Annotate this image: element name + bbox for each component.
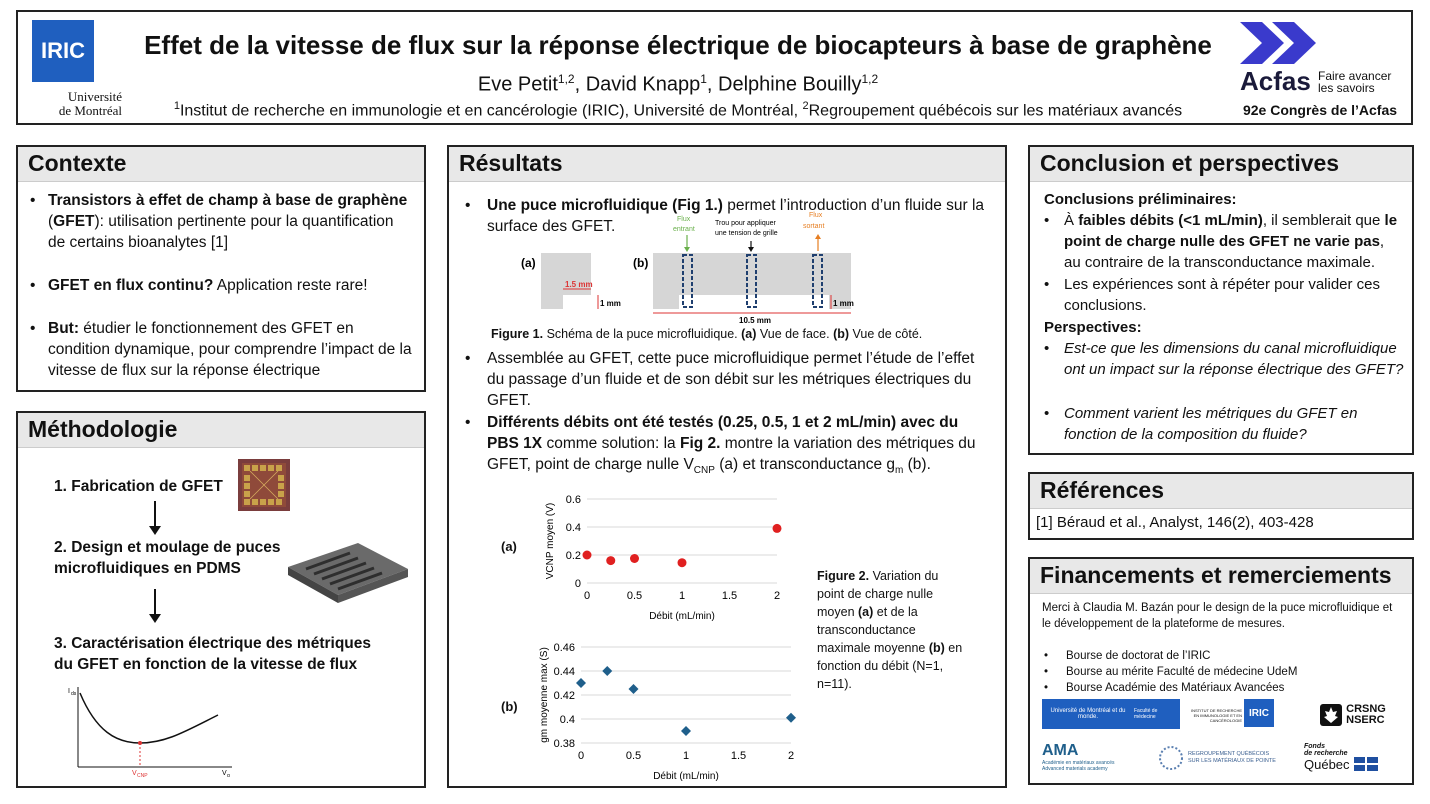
vcnp-xtick: 0 bbox=[583, 590, 591, 602]
vcnp-point bbox=[678, 558, 687, 567]
figure-2-caption bbox=[817, 567, 967, 693]
perspective-bullet-1: • Est-ce que les dimensions du canal microfluidique ont un impact sur la réponse électrique des GFET? bbox=[1044, 340, 1404, 378]
gm-point bbox=[681, 726, 691, 736]
contexte-list bbox=[18, 182, 424, 381]
author-3-sup: 1,2 bbox=[861, 72, 879, 86]
contexte-section bbox=[16, 145, 426, 392]
perspective-2: Comment varient les métriques du GFET en fonction de la composition du fluide? bbox=[1064, 405, 1358, 443]
gfet-chip-image bbox=[238, 459, 290, 511]
fig1-cap-1: Schéma de la puce microfluidique. bbox=[543, 327, 742, 341]
funding-item-2-label: Bourse au mérite Faculté de médecine UdeM bbox=[1066, 666, 1298, 678]
acfas-chevron-icon bbox=[1240, 22, 1320, 64]
congres-label: 92e Congrès de l’Acfas bbox=[1242, 102, 1398, 118]
vcnp-point bbox=[630, 554, 639, 563]
gm-point bbox=[786, 713, 796, 723]
gm-xtick: 1 bbox=[682, 750, 690, 762]
udem-funding-logo: Université de Montréal et du monde. bbox=[1042, 699, 1134, 729]
curve-xlabel-sub: g bbox=[227, 773, 230, 777]
acfas-tagline bbox=[1318, 70, 1391, 94]
funding-item-2: • Bourse au mérite Faculté de médecine UdeM bbox=[1044, 666, 1298, 678]
resultats-p3-d: (b). bbox=[903, 456, 931, 473]
method-step-3a: 3. Caractérisation électrique des métriques bbox=[54, 635, 372, 652]
resultats-section bbox=[447, 145, 1007, 788]
figure-1-schema bbox=[519, 209, 859, 327]
method-step-2a: 2. Design et moulage de puces bbox=[54, 539, 281, 556]
contexte-b3-rest: étudier le fonctionnement des GFET en condition dynamique, pour comprendre l’impact de la vitesse de flux sur la réponse électrique bbox=[48, 320, 412, 379]
perspective-1: Est-ce que les dimensions du canal microfluidique ont un impact sur la réponse électrique des GFET? bbox=[1064, 340, 1404, 378]
author-2-sup: 1 bbox=[700, 72, 707, 86]
conclusion-c1-a: À bbox=[1064, 212, 1079, 229]
contexte-b2-rest: Application reste rare! bbox=[213, 277, 368, 294]
chart-vcnp bbox=[529, 489, 799, 629]
methodologie-section bbox=[16, 411, 426, 788]
author-1-sup: 1,2 bbox=[557, 72, 575, 86]
affiliations bbox=[133, 100, 1223, 120]
contexte-b1-gfet: GFET bbox=[53, 213, 95, 230]
udem-logo bbox=[28, 90, 122, 118]
vcnp-ylabel: VCNP moyen (V) bbox=[545, 502, 556, 580]
contexte-title: Contexte bbox=[18, 147, 424, 182]
gm-ytick: 0.44 bbox=[553, 666, 575, 678]
quebec-flag-icon bbox=[1354, 757, 1378, 771]
frq-text-2: de recherche bbox=[1304, 749, 1348, 757]
vcnp-xtick: 2 bbox=[773, 590, 781, 602]
fig1-flux-out-2: sortant bbox=[803, 223, 825, 230]
chart-b-label: (b) bbox=[501, 699, 518, 714]
resultats-p1-rest: permet l’introduction d’un fluide sur la surface des GFET. bbox=[487, 197, 985, 235]
conclusion-title: Conclusion et perspectives bbox=[1030, 147, 1412, 182]
gm-ytick: 0.38 bbox=[553, 738, 575, 750]
author-1: Eve Petit bbox=[477, 73, 558, 96]
resultats-bullet-1: • Une puce microfluidique (Fig 1.) permet l’introduction d’un fluide sur la surface des GFET. bbox=[465, 197, 985, 235]
fig1-dim-1a: 1 mm bbox=[600, 299, 621, 308]
gm-point bbox=[602, 666, 612, 676]
curve-vcnp: V bbox=[132, 770, 137, 777]
rqmp-text-1: REGROUPEMENT QUÉBÉCOIS bbox=[1188, 751, 1270, 757]
conclusion-h2: Perspectives: bbox=[1044, 319, 1142, 336]
rqmp-logo bbox=[1158, 745, 1298, 771]
conclusion-c1-c: , au contraire de la transconductance maximale. bbox=[1064, 233, 1385, 271]
fig2-cap-2: et de la transconductance maximale moyenne bbox=[817, 605, 929, 655]
transfer-curve-image bbox=[66, 681, 236, 777]
methodologie-title: Méthodologie bbox=[18, 413, 424, 448]
contexte-b2-bold: GFET en flux continu? bbox=[48, 277, 214, 294]
fig1-cap-a: (a) bbox=[741, 327, 757, 341]
acfas-tag-2: les savoirs bbox=[1318, 81, 1375, 95]
poster-title: Effet de la vitesse de flux sur la réponse électrique de biocapteurs à base de graphène bbox=[144, 30, 1212, 60]
conclusion-c1-b: , il semblerait que bbox=[1262, 212, 1385, 229]
fig1-flux-in-2: entrant bbox=[673, 226, 695, 233]
resultats-p3-b: montre la variation des métriques du GFET, point de charge nulle V bbox=[487, 435, 976, 473]
fig1-cap-2: Vue de face. bbox=[756, 327, 834, 341]
pdms-chip-image bbox=[288, 543, 408, 605]
vcnp-xlabel: Débit (mL/min) bbox=[649, 611, 715, 622]
udem-line1: Université bbox=[67, 89, 122, 104]
contexte-b1-rest: ): utilisation pertinente pour la quantification de certains bioanalytes [1] bbox=[48, 213, 394, 251]
affil-sup-2: 2 bbox=[802, 100, 809, 112]
financements-title: Financements et remerciements bbox=[1030, 559, 1412, 594]
method-step-1: 1. Fabrication de GFET bbox=[54, 478, 223, 495]
funding-item-1-label: Bourse de doctorat de l’IRIC bbox=[1066, 650, 1211, 662]
contexte-b1-bold: Transistors à effet de champ à base de graphène bbox=[48, 192, 408, 209]
vcnp-xtick: 1 bbox=[678, 590, 686, 602]
crsng-text: CRSNG bbox=[1346, 703, 1386, 715]
resultats-bullet-2: • Assemblée au GFET, cette puce microfluidique permet l’étude de l’effet du passage d’un fluide et de son débit sur les métriques électriques du GFET. bbox=[465, 348, 985, 411]
faculte-medecine-logo: Faculté de médecine bbox=[1134, 699, 1180, 729]
udem-line2: de Montréal bbox=[58, 103, 122, 118]
conclusion-bullet-2: • Les expériences sont à répéter pour valider ces conclusions. bbox=[1044, 274, 1404, 316]
acfas-wordmark: Acfas bbox=[1240, 66, 1311, 96]
vcnp-xtick: 1.5 bbox=[721, 590, 738, 602]
rqmp-text-2: SUR LES MATÉRIAUX DE POINTE bbox=[1188, 758, 1276, 764]
poster-header bbox=[16, 10, 1413, 125]
iric-funding-logo: IRIC bbox=[1244, 699, 1274, 727]
contexte-b1-paren: ( bbox=[48, 213, 54, 230]
fig1-cap-3: Vue de côté. bbox=[849, 327, 923, 341]
chart-gm bbox=[529, 637, 809, 783]
step-arrow-1 bbox=[154, 501, 156, 529]
iric-logo: IRIC bbox=[32, 20, 94, 82]
gm-ylabel: gm moyenne max (S) bbox=[539, 647, 550, 743]
curve-ylabel: I bbox=[68, 688, 70, 695]
frq-text-3: Québec bbox=[1304, 756, 1350, 772]
vcnp-ytick: 0.6 bbox=[565, 494, 581, 506]
curve-ylabel-sub: ds bbox=[71, 691, 77, 697]
financements-thanks: Merci à Claudia M. Bazán pour le design de la puce microfluidique et le développement de la plateforme de mesures. bbox=[1042, 602, 1393, 630]
crsng-logo bbox=[1316, 701, 1390, 729]
ama-sub: Académie en matériaux avancés bbox=[1042, 760, 1115, 766]
contexte-bullet-3 bbox=[28, 318, 414, 381]
affil-sup-1: 1 bbox=[173, 100, 180, 112]
funding-item-3: • Bourse Académie des Matériaux Avancées bbox=[1044, 682, 1285, 694]
resultats-bullet-3: • Différents débits ont été testés (0.25, 0.5, 1 et 2 mL/min) avec du PBS 1X comme solution: la Fig 2. montre la variation des métriques du GFET, point de charge nulle $V_{CNP}$ (a) et transconductance $g_m$ (b). bbox=[465, 414, 976, 477]
method-step-2b: microfluidiques en PDMS bbox=[54, 560, 241, 577]
funding-item-3-label: Bourse Académie des Matériaux Avancées bbox=[1066, 682, 1285, 694]
fig1-trou-1: Trou pour appliquer bbox=[715, 220, 776, 227]
vcnp-ytick: 0 bbox=[574, 578, 581, 590]
financements-section bbox=[1028, 557, 1414, 785]
fig2-cap-b: (b) bbox=[928, 641, 945, 655]
affil-1: Institut de recherche en immunologie et en cancérologie (IRIC), Université de Montréal, bbox=[179, 102, 803, 120]
resultats-p1-bold: Une puce microfluidique (Fig 1.) bbox=[487, 197, 723, 214]
resultats-p3-c: (a) et transconductance g bbox=[714, 456, 895, 473]
fig1-label-a: (a) bbox=[521, 256, 536, 270]
frq-logo bbox=[1304, 739, 1404, 775]
gm-point bbox=[576, 678, 586, 688]
references-section bbox=[1028, 472, 1414, 540]
gm-xtick: 2 bbox=[787, 750, 795, 762]
conclusion-c2: Les expériences sont à répéter pour valider ces conclusions. bbox=[1064, 276, 1381, 314]
fig2-cap-1: Variation du point de charge nulle moyen bbox=[817, 569, 939, 619]
gm-xlabel: Débit (mL/min) bbox=[653, 771, 719, 782]
resultats-p3-sub1: CNP bbox=[693, 465, 715, 477]
fig2-cap-3: en fonction du débit (N=1, n=11). bbox=[817, 641, 963, 691]
nserc-text: NSERC bbox=[1346, 714, 1385, 726]
vcnp-ytick: 0.4 bbox=[565, 522, 581, 534]
contexte-bullet-1 bbox=[28, 190, 414, 253]
maple-leaf-icon bbox=[1320, 704, 1342, 726]
chart-a-label: (a) bbox=[501, 539, 517, 554]
vcnp-point bbox=[773, 524, 782, 533]
conclusion-section bbox=[1028, 145, 1414, 455]
references-title: Références bbox=[1030, 474, 1412, 509]
fig1-label-b: (b) bbox=[633, 256, 649, 270]
authors bbox=[133, 72, 1223, 97]
conclusion-bullet-1: • À faibles débits (<1 mL/min), il semblerait que le point de charge nulle des GFET ne varie pas, au contraire de la transconductance maximale. bbox=[1044, 212, 1398, 271]
conclusion-h1: Conclusions préliminaires: bbox=[1044, 191, 1237, 208]
author-3: , Delphine Bouilly bbox=[706, 73, 862, 96]
conclusion-c1-bold2: le point de charge nulle des GFET ne varie pas bbox=[1064, 212, 1398, 250]
iric-funding-text: INSTITUT DE RECHERCHE EN IMMUNOLOGIE ET EN CANCÉROLOGIE bbox=[1190, 707, 1242, 723]
author-2: , David Knapp bbox=[574, 73, 701, 96]
acfas-tag-1: Faire avancer bbox=[1318, 69, 1392, 83]
gm-ytick: 0.42 bbox=[553, 690, 575, 702]
ama-logo bbox=[1042, 739, 1142, 775]
figure-1-caption bbox=[491, 325, 991, 343]
funding-item-1: • Bourse de doctorat de l’IRIC bbox=[1044, 650, 1211, 662]
fig1-dim-15: 1.5 mm bbox=[565, 280, 593, 289]
resultats-p2: Assemblée au GFET, cette puce microfluidique permet l’étude de l’effet du passage d’un fluide et de son débit sur les métriques électriques du GFET. bbox=[487, 350, 975, 409]
fig1-dim-105: 10.5 mm bbox=[739, 316, 772, 325]
curve-xlabel: V bbox=[222, 770, 227, 777]
fig1-flux-out-1: Flux bbox=[809, 212, 823, 219]
fig1-cap-b: (b) bbox=[833, 327, 850, 341]
vcnp-xtick: 0.5 bbox=[626, 590, 643, 602]
vcnp-ytick: 0.2 bbox=[565, 550, 581, 562]
resultats-p3-fig2: Fig 2. bbox=[679, 435, 721, 452]
fig1-trou-2: une tension de grille bbox=[715, 230, 778, 237]
resultats-title: Résultats bbox=[449, 147, 1005, 182]
gm-ytick: 0.46 bbox=[553, 642, 575, 654]
fig1-flux-in-1: Flux bbox=[677, 216, 691, 223]
contexte-bullet-2 bbox=[28, 275, 414, 296]
ama-text: AMA bbox=[1042, 742, 1079, 759]
vcnp-point bbox=[606, 556, 615, 565]
gm-xtick: 0.5 bbox=[625, 750, 642, 762]
fig1-dim-1b: 1 mm bbox=[833, 299, 854, 308]
resultats-p3-bold: Différents débits ont été testés (0.25, 0.5, 1 et 2 mL/min) avec du PBS 1X bbox=[487, 414, 959, 452]
fig2-cap-bold: Figure 2. bbox=[817, 569, 870, 583]
gm-point bbox=[629, 684, 639, 694]
gm-ytick: 0.4 bbox=[559, 714, 575, 726]
resultats-p3-a: comme solution: la bbox=[542, 435, 680, 452]
affil-2: Regroupement québécois sur les matériaux avancés bbox=[808, 102, 1183, 120]
frq-text-1: Fonds bbox=[1304, 742, 1325, 750]
method-step-3b: du GFET en fonction de la vitesse de flux bbox=[54, 656, 358, 673]
curve-vcnp-sub: CNP bbox=[137, 773, 148, 777]
vcnp-point bbox=[583, 551, 592, 560]
fig2-cap-a: (a) bbox=[858, 605, 874, 619]
gm-xtick: 0 bbox=[577, 750, 585, 762]
conclusion-c1-bold1: faibles débits (<1 mL/min) bbox=[1078, 212, 1263, 229]
gm-xtick: 1.5 bbox=[730, 750, 747, 762]
fig1-cap-bold: Figure 1. bbox=[491, 327, 544, 341]
resultats-p3-sub2: m bbox=[895, 465, 904, 477]
rqmp-icon bbox=[1158, 745, 1184, 771]
reference-1: [1] Béraud et al., Analyst, 146(2), 403-428 bbox=[1036, 514, 1314, 531]
ama-sub-2: Advanced materials academy bbox=[1042, 766, 1108, 772]
perspective-bullet-2: • Comment varient les métriques du GFET en fonction de la composition du fluide? bbox=[1044, 403, 1404, 445]
step-arrow-2 bbox=[154, 589, 156, 617]
contexte-b3-bold: But: bbox=[48, 320, 79, 337]
